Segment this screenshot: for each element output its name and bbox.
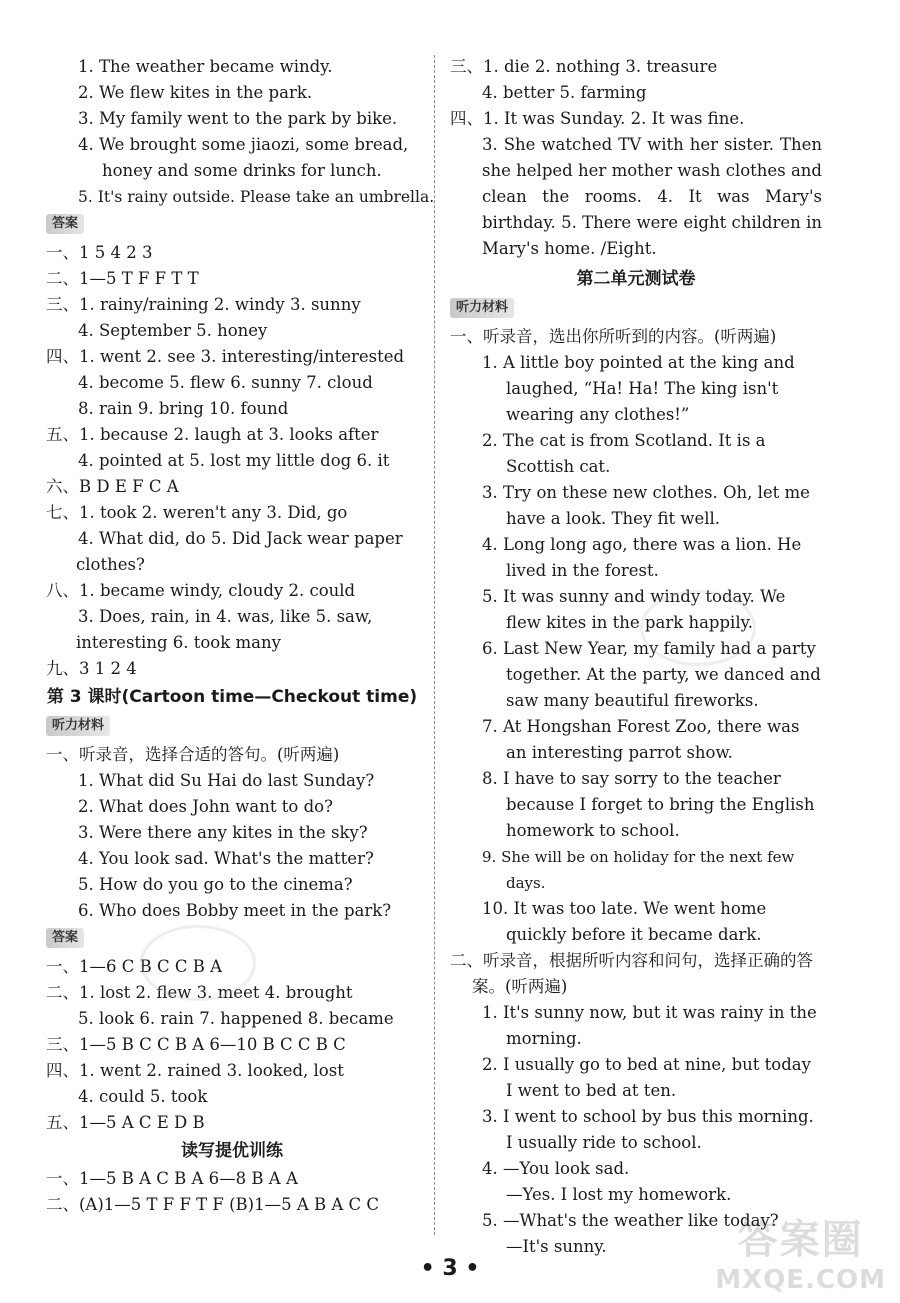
answer-line: 8. rain 9. bring 10. found xyxy=(78,399,289,418)
site-watermark xyxy=(715,1208,886,1295)
list-item: 3. Try on these new clothes. Oh, let me have a look. They fit well. xyxy=(482,483,810,528)
watermark-stamp xyxy=(140,925,256,1001)
list-item: 1. The weather became windy. xyxy=(78,57,333,76)
answer-line: 二、1. lost 2. flew 3. meet 4. brought xyxy=(46,983,353,1002)
answers-tag: 答案 xyxy=(46,928,84,948)
list-item: 6. Last New Year, my family had a party together. At the party, we danced and saw many beautiful fireworks. xyxy=(482,639,821,710)
list-item: 4. —You look sad. xyxy=(482,1159,630,1178)
list-item: 8. I have to say sorry to the teacher because I forget to bring the English homework to school. xyxy=(482,769,815,840)
answer-line: 5. look 6. rain 7. happened 8. became xyxy=(78,1009,394,1028)
list-item: 1. What did Su Hai do last Sunday? xyxy=(78,771,375,790)
list-item: 2. What does John want to do? xyxy=(78,797,333,816)
answer-line: 五、1—5 A C E D B xyxy=(46,1113,205,1132)
answer-line: clothes? xyxy=(76,555,145,574)
section-heading: 读写提优训练 xyxy=(181,1141,283,1161)
answer-line: 六、B D E F C A xyxy=(46,477,179,496)
left-column xyxy=(46,54,435,1218)
watermark-line: MXQE.COM xyxy=(715,1265,886,1295)
answer-line: 一、1 5 4 2 3 xyxy=(46,243,153,262)
right-column xyxy=(450,54,822,1260)
listening-tag: 听力材料 xyxy=(46,716,110,736)
list-item: 4. We brought some jiaozi, some bread, xyxy=(78,135,409,154)
answer-line: 四、1. It was Sunday. 2. It was fine. xyxy=(450,109,745,128)
answer-line: 4. What did, do 5. Did Jack wear paper xyxy=(78,529,403,548)
list-item: 4. Long long ago, there was a lion. He lived in the forest. xyxy=(482,535,802,580)
list-item: 5. It's rainy outside. Please take an umbrella. xyxy=(78,188,435,206)
answer-line: 一、1—6 C B C C B A xyxy=(46,957,223,976)
answer-line: 七、1. took 2. weren't any 3. Did, go xyxy=(46,503,348,522)
list-item: 5. How do you go to the cinema? xyxy=(78,875,353,894)
answer-paragraph: 3. She watched TV with her sister. Then she helped her mother wash clothes and clean the rooms. 4. It was Mary's birthday. 5. There were eight children in Mary's home. /Eight. xyxy=(482,135,822,258)
answer-line: 一、1—5 B A C B A 6—8 B A A xyxy=(46,1169,298,1188)
list-item: 4. You look sad. What's the matter? xyxy=(78,849,374,868)
answers-tag: 答案 xyxy=(46,214,84,234)
section-title: 二、听录音，根据所听内容和问句，选择正确的答案。(听两遍) xyxy=(450,951,813,996)
list-item: —It's sunny. xyxy=(506,1237,607,1256)
list-item: 5. It was sunny and windy today. We flew kites in the park happily. xyxy=(482,587,786,632)
answer-line: 4. pointed at 5. lost my little dog 6. it xyxy=(78,451,390,470)
answer-line: 二、1—5 T F F T T xyxy=(46,269,199,288)
answer-line: 九、3 1 2 4 xyxy=(46,659,137,678)
column-divider xyxy=(434,55,435,1235)
answer-line: 五、1. because 2. laugh at 3. looks after xyxy=(46,425,379,444)
answer-line: 3. Does, rain, in 4. was, like 5. saw, xyxy=(78,607,373,626)
answer-line: 八、1. became windy, cloudy 2. could xyxy=(46,581,356,600)
section-title: 一、听录音，选择合适的答句。(听两遍) xyxy=(46,745,340,764)
list-item: 10. It was too late. We went home quickly before it became dark. xyxy=(482,899,767,944)
list-item: 3. Were there any kites in the sky? xyxy=(78,823,368,842)
answer-line: 四、1. went 2. rained 3. looked, lost xyxy=(46,1061,344,1080)
unit-heading: 第二单元测试卷 xyxy=(576,269,696,289)
answer-line: 三、1—5 B C C B A 6—10 B C C B C xyxy=(46,1035,346,1054)
section-title: 一、听录音，选出你所听到的内容。(听两遍) xyxy=(450,327,777,346)
list-item: 2. I usually go to bed at nine, but today I went to bed at ten. xyxy=(482,1055,811,1100)
list-item: 2. We flew kites in the park. xyxy=(78,83,313,102)
answer-line: 四、1. went 2. see 3. interesting/interested xyxy=(46,347,405,366)
answer-line: 三、1. rainy/raining 2. windy 3. sunny xyxy=(46,295,361,314)
answer-line: 二、(A)1—5 T F F T F (B)1—5 A B A C C xyxy=(46,1195,380,1214)
watermark-line: 答案圈 xyxy=(737,1217,864,1263)
answer-line: 4. could 5. took xyxy=(78,1087,208,1106)
answer-line: 4. September 5. honey xyxy=(78,321,268,340)
list-item: 2. The cat is from Scotland. It is a Scottish cat. xyxy=(482,431,766,476)
list-item: 3. I went to school by bus this morning. I usually ride to school. xyxy=(482,1107,814,1152)
list-item: 3. My family went to the park by bike. xyxy=(78,109,398,128)
page-number: • 3 • xyxy=(420,1256,480,1281)
list-item: —Yes. I lost my homework. xyxy=(506,1185,732,1204)
list-item: 1. It's sunny now, but it was rainy in the morning. xyxy=(482,1003,817,1048)
list-item: 1. A little boy pointed at the king and laughed, “Ha! Ha! The king isn't wearing any clothes!” xyxy=(482,353,795,424)
answer-line: 4. better 5. farming xyxy=(482,83,647,102)
answer-line: 4. become 5. flew 6. sunny 7. cloud xyxy=(78,373,373,392)
listening-tag: 听力材料 xyxy=(450,298,514,318)
answer-line: interesting 6. took many xyxy=(76,633,281,652)
list-item: 5. —What's the weather like today? xyxy=(482,1211,779,1230)
lesson-heading: 第 3 课时(Cartoon time—Checkout time) xyxy=(46,687,418,707)
list-item: 6. Who does Bobby meet in the park? xyxy=(78,901,392,920)
watermark-stamp xyxy=(640,590,756,666)
list-item: 7. At Hongshan Forest Zoo, there was an interesting parrot show. xyxy=(482,717,800,762)
answer-line: 三、1. die 2. nothing 3. treasure xyxy=(450,57,718,76)
list-item: honey and some drinks for lunch. xyxy=(102,161,382,180)
list-item: 9. She will be on holiday for the next few days. xyxy=(482,848,795,892)
